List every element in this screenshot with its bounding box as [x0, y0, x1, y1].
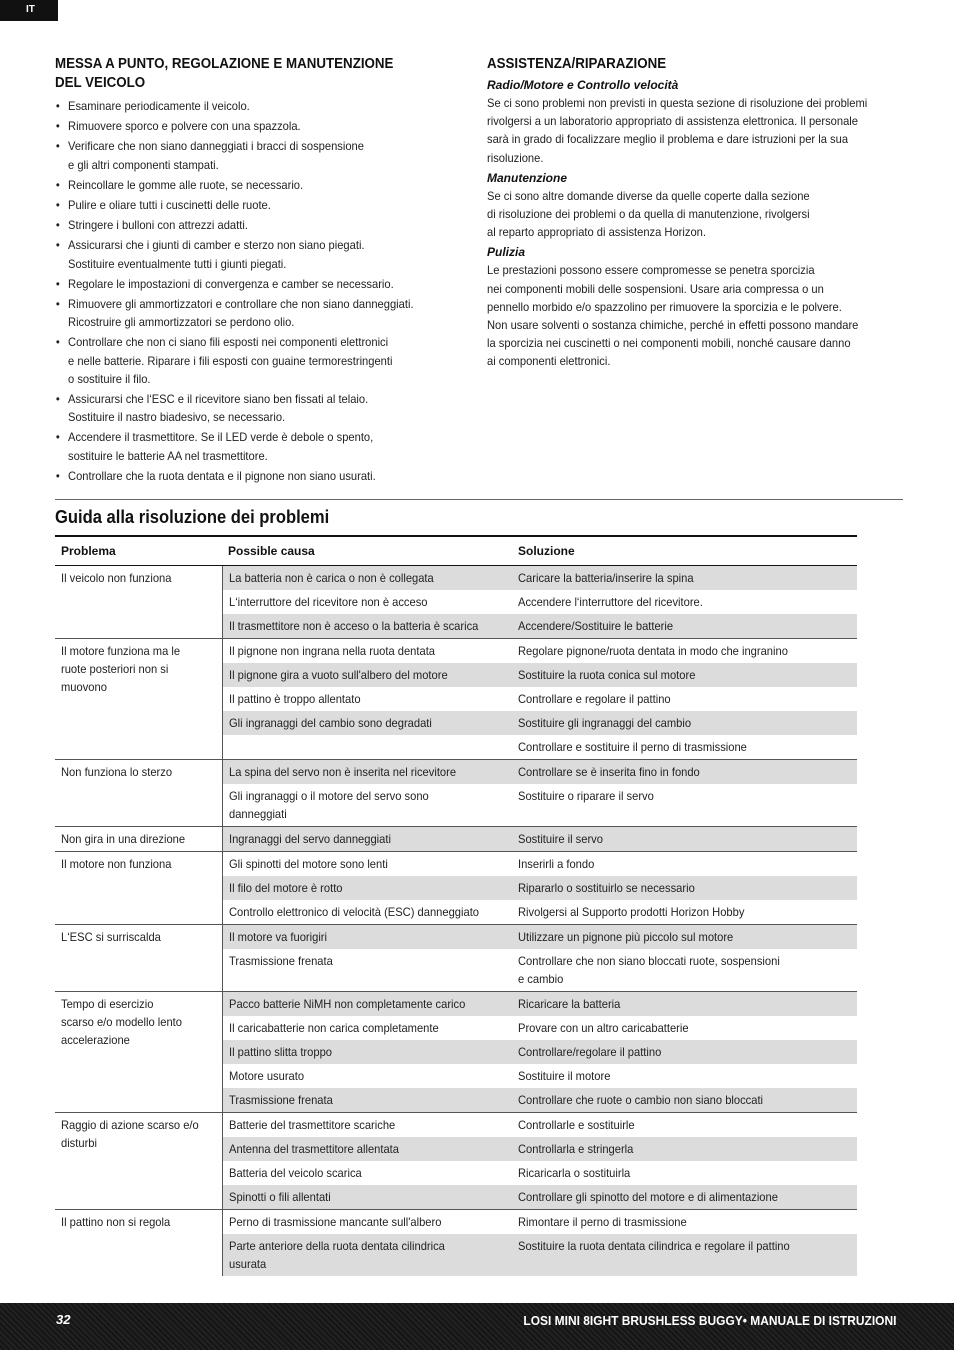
- solution-cell: [512, 590, 857, 614]
- solution-text: Controllare se è inserita fino in fondo: [518, 764, 700, 779]
- cause-cell: [222, 565, 512, 590]
- table-body: [55, 565, 857, 1276]
- solution-cell: [512, 924, 857, 949]
- service-paragraph: Se ci sono problemi non previsti in questa sezione di risoluzione dei problemi rivolgersi a un laboratorio appropriato di assistenza elettronica. Il personale sarà in grado di focalizzare meglio il problema e dare istruzioni per la sua risoluzione.: [487, 96, 868, 165]
- solution-text: Rimontare il perno di trasmissione: [518, 1214, 687, 1229]
- problem-text: Il motore funziona ma le ruote posteriori non si muovono: [61, 643, 181, 694]
- cause-cell: [222, 876, 512, 900]
- cause-cell: [222, 1088, 512, 1113]
- solution-text: Sostituire la ruota dentata cilindrica e regolare il pattino: [518, 1238, 790, 1253]
- cause-text: Batteria del veicolo scarica: [228, 1165, 362, 1180]
- maintenance-section: [55, 55, 455, 487]
- cause-text: Ingranaggi del servo danneggiati: [228, 831, 391, 846]
- solution-text: Controllare che non siano bloccati ruote, sospensioni e cambio: [518, 953, 780, 986]
- list-item: • Stringere i bulloni con attrezzi adatti.: [55, 216, 427, 234]
- cause-cell: [222, 638, 512, 663]
- cause-text: Gli ingranaggi o il motore del servo sono danneggiati: [228, 788, 429, 821]
- cause-text: Batterie del trasmettitore scariche: [228, 1117, 395, 1132]
- cause-cell: [222, 924, 512, 949]
- service-subheading: Pulizia: [487, 245, 526, 260]
- cause-cell: [222, 590, 512, 614]
- solution-text: Accendere/Sostituire le batterie: [518, 618, 674, 633]
- header-problem: Problema: [55, 536, 222, 565]
- solution-text: Inserirli a fondo: [518, 856, 595, 871]
- maintenance-list: [55, 97, 455, 485]
- troubleshooting-title: Guida alla risoluzione dei problemi: [55, 507, 330, 527]
- cause-text: La spina del servo non è inserita nel ricevitore: [228, 764, 456, 779]
- cause-cell: [222, 851, 512, 876]
- problem-text: Il veicolo non funziona: [61, 570, 172, 585]
- solution-text: Regolare pignone/ruota dentata in modo che ingranino: [518, 643, 788, 658]
- list-item: • Assicurarsi che i giunti di camber e sterzo non siano piegati. Sostituire eventualmente tutti i giunti piegati.: [55, 236, 427, 272]
- solution-cell: [512, 1137, 857, 1161]
- solution-text: Controllare gli spinotto del motore e di alimentazione: [518, 1189, 778, 1204]
- cause-cell: [222, 759, 512, 784]
- problem-cell: [55, 565, 222, 638]
- maintenance-title-line2: DEL VEICOLO: [55, 75, 146, 91]
- list-item: • Esaminare periodicamente il veicolo.: [55, 97, 427, 115]
- solution-cell: [512, 949, 857, 992]
- cause-cell: [222, 991, 512, 1016]
- list-item: • Pulire e oliare tutti i cuscinetti delle ruote.: [55, 196, 427, 214]
- solution-cell: [512, 900, 857, 925]
- solution-text: Sostituire il motore: [518, 1068, 611, 1083]
- page-footer: [0, 1303, 954, 1350]
- solution-cell: [512, 851, 857, 876]
- service-paragraph: Le prestazioni possono essere compromesse se penetra sporcizia nei componenti mobili delle sospensioni. Usare aria compressa o un pennello morbido e/o spazzolino per rimuovere la sporcizia e le polvere. Non usare solventi o sostanza chimiche, perché in effetti possono mandare la sporcizia nei cuscinetti o nei componenti mobili, nonché causare danno ai componenti elettronici.: [487, 263, 859, 369]
- list-item: • Reincollare le gomme alle ruote, se necessario.: [55, 176, 427, 194]
- cause-text: Pacco batterie NiMH non completamente carico: [228, 996, 465, 1011]
- footer-title: LOSI MINI 8IGHT BRUSHLESS BUGGY• MANUALE DI ISTRUZIONI: [523, 1313, 896, 1328]
- cause-cell: [222, 1185, 512, 1210]
- solution-text: Controllare/regolare il pattino: [518, 1044, 662, 1059]
- table-row: [55, 1112, 857, 1137]
- table-row: [55, 759, 857, 784]
- solution-cell: [512, 614, 857, 639]
- language-tab: IT: [0, 0, 58, 21]
- solution-cell: [512, 1016, 857, 1040]
- cause-text: L‘interruttore del ricevitore non è acceso: [228, 594, 428, 609]
- problem-text: Il pattino non si regola: [61, 1214, 171, 1229]
- solution-text: Ricaricarla o sostituirla: [518, 1165, 631, 1180]
- solution-text: Sostituire la ruota conica sul motore: [518, 667, 696, 682]
- problem-cell: [55, 638, 222, 759]
- table-row: [55, 991, 857, 1016]
- cause-text: Motore usurato: [228, 1068, 304, 1083]
- solution-cell: [512, 1209, 857, 1234]
- cause-text: Il pattino è troppo allentato: [228, 691, 361, 706]
- solution-text: Controllarle e sostituirle: [518, 1117, 635, 1132]
- solution-cell: [512, 1064, 857, 1088]
- problem-cell: [55, 759, 222, 826]
- solution-cell: [512, 687, 857, 711]
- solution-cell: [512, 735, 857, 760]
- solution-cell: [512, 638, 857, 663]
- problem-cell: [55, 1209, 222, 1276]
- solution-cell: [512, 1161, 857, 1185]
- table-row: [55, 1209, 857, 1234]
- cause-cell: [222, 1234, 512, 1276]
- problem-cell: [55, 991, 222, 1112]
- solution-text: Rivolgersi al Supporto prodotti Horizon Hobby: [518, 904, 745, 919]
- problem-cell: [55, 851, 222, 924]
- cause-text: Il motore va fuorigiri: [228, 929, 327, 944]
- table-header-row: [55, 536, 857, 565]
- cause-text: Gli spinotti del motore sono lenti: [228, 856, 388, 871]
- problem-text: L‘ESC si surriscalda: [61, 929, 161, 944]
- service-subheading: Manutenzione: [487, 170, 567, 185]
- cause-text: Il caricabatterie non carica completamente: [228, 1020, 439, 1035]
- solution-cell: [512, 876, 857, 900]
- service-section: [487, 55, 902, 371]
- table-row: [55, 638, 857, 663]
- table-row: [55, 851, 857, 876]
- problem-text: Non gira in una direzione: [61, 831, 186, 846]
- cause-text: Trasmissione frenata: [228, 953, 333, 968]
- solution-cell: [512, 1234, 857, 1276]
- solution-text: Caricare la batteria/inserire la spina: [518, 570, 694, 585]
- solution-text: Utilizzare un pignone più piccolo sul motore: [518, 929, 734, 944]
- list-item: • Regolare le impostazioni di convergenza e camber se necessario.: [55, 275, 427, 293]
- cause-cell: [222, 949, 512, 992]
- problem-cell: [55, 826, 222, 851]
- cause-text: Gli ingranaggi del cambio sono degradati: [228, 715, 432, 730]
- solution-text: Ripararlo o sostituirlo se necessario: [518, 880, 695, 895]
- cause-text: Spinotti o fili allentati: [228, 1189, 331, 1204]
- cause-text: Il pignone gira a vuoto sull'albero del motore: [228, 667, 448, 682]
- list-item: • Rimuovere gli ammortizzatori e controllare che non siano danneggiati. Ricostruire gli ammortizzatori se perdono olio.: [55, 295, 427, 331]
- cause-cell: [222, 614, 512, 639]
- solution-text: Accendere l‘interruttore del ricevitore.: [518, 594, 703, 609]
- list-item: • Controllare che non ci siano fili esposti nei componenti elettronici e nelle batterie. Riparare i fili esposti con guaine termorestringenti o sostituire il filo.: [55, 333, 427, 388]
- solution-cell: [512, 1040, 857, 1064]
- cause-cell: [222, 826, 512, 851]
- service-paragraph: Se ci sono altre domande diverse da quelle coperte dalla sezione di risoluzione dei problemi o da quella di manutenzione, rivolgersi al reparto appropriato di assistenza Horizon.: [487, 188, 810, 240]
- cause-text: Parte anteriore della ruota dentata cilindrica usurata: [228, 1238, 445, 1271]
- problem-text: Non funziona lo sterzo: [61, 764, 173, 779]
- solution-cell: [512, 991, 857, 1016]
- solution-cell: [512, 1088, 857, 1113]
- cause-cell: [222, 784, 512, 827]
- cause-cell: [222, 663, 512, 687]
- solution-cell: [512, 565, 857, 590]
- solution-cell: [512, 826, 857, 851]
- cause-text: Il pignone non ingrana nella ruota dentata: [228, 643, 435, 658]
- header-cause: Possible causa: [222, 536, 512, 565]
- list-item: • Accendere il trasmettitore. Se il LED verde è debole o spento, sostituire le batterie AA nel trasmettitore.: [55, 428, 427, 464]
- cause-cell: [222, 1016, 512, 1040]
- solution-cell: [512, 759, 857, 784]
- solution-cell: [512, 663, 857, 687]
- cause-cell: [222, 735, 512, 760]
- solution-text: Controllare e regolare il pattino: [518, 691, 671, 706]
- cause-cell: [222, 711, 512, 735]
- solution-text: Sostituire gli ingranaggi del cambio: [518, 715, 692, 730]
- cause-cell: [222, 1137, 512, 1161]
- header-solution: Soluzione: [512, 536, 857, 565]
- table-row: [55, 924, 857, 949]
- solution-text: Sostituire o riparare il servo: [518, 788, 654, 803]
- list-item: • Assicurarsi che l‘ESC e il ricevitore siano ben fissati al telaio. Sostituire il nastro biadesivo, se necessario.: [55, 390, 427, 426]
- solution-cell: [512, 1185, 857, 1210]
- problem-text: Il motore non funziona: [61, 856, 172, 871]
- cause-cell: [222, 1064, 512, 1088]
- cause-text: Perno di trasmissione mancante sull'albero: [228, 1214, 441, 1229]
- list-item: • Rimuovere sporco e polvere con una spazzola.: [55, 117, 427, 135]
- solution-cell: [512, 711, 857, 735]
- cause-text: Trasmissione frenata: [228, 1092, 333, 1107]
- solution-text: Provare con un altro caricabatterie: [518, 1020, 689, 1035]
- section-divider: [55, 499, 903, 500]
- problem-text: Raggio di azione scarso e/o disturbi: [61, 1117, 199, 1150]
- cause-text: Controllo elettronico di velocità (ESC) danneggiato: [228, 904, 479, 919]
- problem-cell: [55, 924, 222, 991]
- cause-cell: [222, 1209, 512, 1234]
- troubleshooting-table: [55, 535, 857, 1276]
- cause-text: La batteria non è carica o non è collegata: [228, 570, 434, 585]
- solution-text: Ricaricare la batteria: [518, 996, 621, 1011]
- cause-text: Antenna del trasmettitore allentata: [228, 1141, 399, 1156]
- solution-text: Controllare che ruote o cambio non siano bloccati: [518, 1092, 764, 1107]
- service-title: ASSISTENZA/RIPARAZIONE: [487, 56, 667, 72]
- cause-text: Il pattino slitta troppo: [228, 1044, 332, 1059]
- solution-text: Controllarla e stringerla: [518, 1141, 634, 1156]
- solution-text: Sostituire il servo: [518, 831, 603, 846]
- maintenance-title-line1: MESSA A PUNTO, REGOLAZIONE E MANUTENZIONE: [55, 56, 394, 72]
- problem-text: Tempo di esercizio scarso e/o modello lento accelerazione: [61, 996, 182, 1047]
- cause-cell: [222, 687, 512, 711]
- cause-text: Il filo del motore è rotto: [228, 880, 343, 895]
- cause-cell: [222, 1161, 512, 1185]
- cause-cell: [222, 1040, 512, 1064]
- page-number: 32: [56, 1312, 71, 1327]
- service-subheading: Radio/Motore e Controllo velocità: [487, 78, 679, 92]
- problem-cell: [55, 1112, 222, 1209]
- table-row: [55, 826, 857, 851]
- solution-cell: [512, 784, 857, 827]
- cause-cell: [222, 900, 512, 925]
- list-item: • Verificare che non siano danneggiati i bracci di sospensione e gli altri componenti stampati.: [55, 137, 427, 173]
- table-row: [55, 565, 857, 590]
- list-item: • Controllare che la ruota dentata e il pignone non siano usurati.: [55, 467, 427, 485]
- solution-cell: [512, 1112, 857, 1137]
- service-body: [487, 77, 902, 371]
- solution-text: Controllare e sostituire il perno di trasmissione: [518, 739, 747, 754]
- cause-text: Il trasmettitore non è acceso o la batteria è scarica: [228, 618, 478, 633]
- cause-cell: [222, 1112, 512, 1137]
